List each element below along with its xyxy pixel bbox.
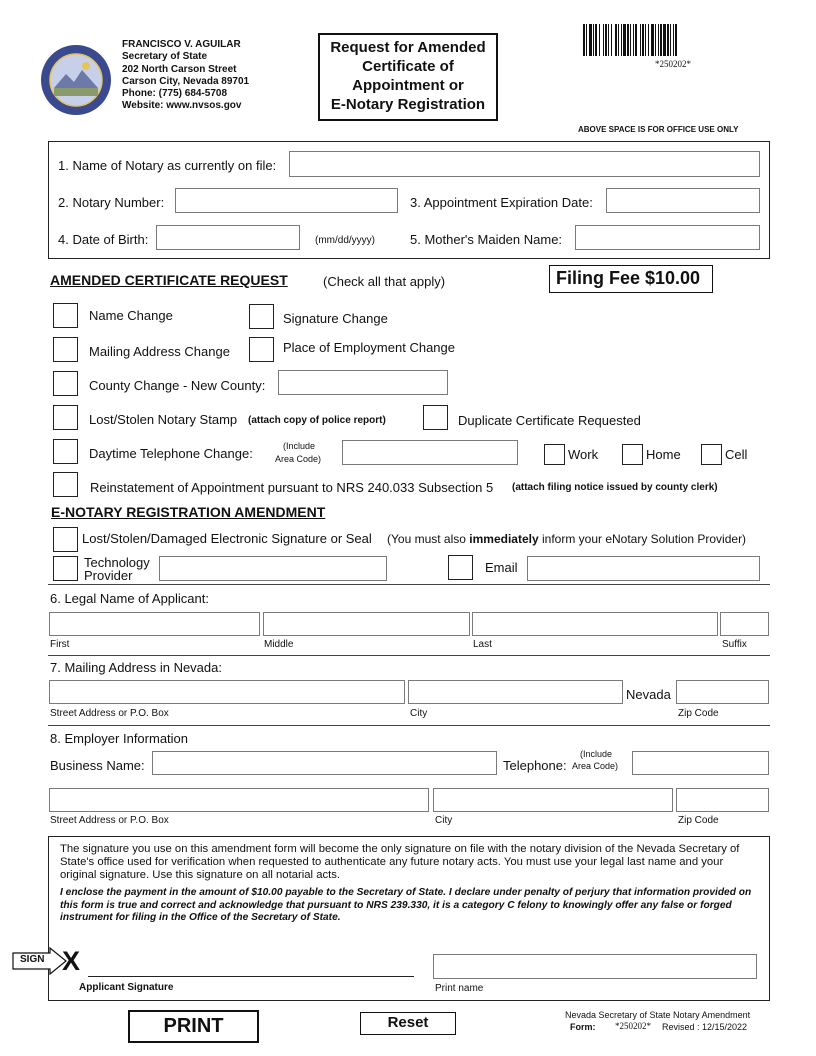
q3-label: 3. Appointment Expiration Date: [410,195,593,210]
sos-address-line2: Carson City, Nevada 89701 [122,76,250,87]
mailing-zip-field[interactable] [676,680,769,704]
middle-caption: Middle [264,639,294,650]
work-label: Work [568,447,599,462]
employer-street-field[interactable] [49,788,429,812]
q7-label: 7. Mailing Address in Nevada: [50,660,222,675]
reinstatement-label: Reinstatement of Appointment pursuant to NRS 240.033 Subsection 5 [90,480,494,495]
barcode-bar [663,24,666,56]
emp-city-caption: City [435,815,453,826]
footer-form-code: *250202* [615,1021,651,1031]
barcode-bar [630,24,631,56]
cell-checkbox[interactable] [701,444,722,465]
barcode [583,24,779,56]
divider-2 [48,655,770,656]
signature-change-label: Signature Change [283,311,388,326]
barcode-bar [640,24,641,56]
county-change-checkbox[interactable] [53,371,78,396]
reinstatement-note: (attach filing notice issued by county clerk) [512,482,718,493]
barcode-bar [603,24,604,56]
signature-x-mark: X [62,946,81,976]
new-county-field[interactable] [278,370,448,395]
filing-fee: Filing Fee $10.00 [556,268,701,288]
mothers-maiden-name-field[interactable] [575,225,760,250]
footer-agency: Nevada Secretary of State Notary Amendment [565,1010,751,1020]
form-title-line2: Certificate of [362,58,454,75]
q8-label: 8. Employer Information [50,731,189,746]
footer-revised: Revised : 12/15/2022 [662,1022,748,1032]
technology-label: Technology [84,555,150,570]
form-title-line1: Request for Amended [330,39,486,56]
barcode-bar [605,24,607,56]
sos-title: Secretary of State [122,51,208,62]
barcode-bar [660,24,662,56]
telephone-label: Telephone: [503,758,567,773]
business-name-label: Business Name: [50,758,145,773]
barcode-bar [635,24,637,56]
employer-city-field[interactable] [433,788,673,812]
barcode-bar [673,24,674,56]
barcode-bar [621,24,622,56]
phone-change-label: Daytime Telephone Change: [89,446,253,461]
q5-label: 5. Mother's Maiden Name: [410,232,563,247]
provider-label: Provider [84,568,133,583]
sos-address-line1: 202 North Carson Street [122,64,237,75]
inform-provider-note: (You must also immediately inform your eNotary Solution Provider) [387,532,747,546]
lost-stamp-checkbox[interactable] [53,405,78,430]
sos-phone: Phone: (775) 684-5708 [122,88,228,99]
barcode-bar [599,24,600,56]
first-name-field[interactable] [49,612,260,636]
barcode-number: *250202* [655,59,691,69]
barcode-bar [583,24,585,56]
lost-stamp-note: (attach copy of police report) [248,415,386,426]
notary-name-field[interactable] [289,151,760,177]
form-title-box [318,33,498,121]
barcode-bar [667,24,669,56]
barcode-bar [658,24,659,56]
home-checkbox[interactable] [622,444,643,465]
last-name-field[interactable] [472,612,718,636]
middle-name-field[interactable] [263,612,470,636]
first-caption: First [50,639,70,650]
divider-3 [48,725,770,726]
sign-tag: SIGN [20,954,45,965]
emp-include-note-2: Area Code) [572,761,619,771]
state-nevada: Nevada [626,687,671,702]
expiration-date-field[interactable] [606,188,760,213]
barcode-bar [642,24,644,56]
barcode-bar [615,24,617,56]
include-area-note-1: (Include [283,441,316,451]
name-change-checkbox[interactable] [53,303,78,328]
barcode-bar [586,24,587,56]
q1-label: 1. Name of Notary as currently on file: [58,158,277,173]
mailing-street-field[interactable] [49,680,405,704]
barcode-bar [595,24,597,56]
email-checkbox[interactable] [448,555,473,580]
q6-label: 6. Legal Name of Applicant: [50,591,209,606]
email-field[interactable] [527,556,760,581]
enotary-heading: E-NOTARY REGISTRATION AMENDMENT [51,504,326,520]
city-caption: City [410,708,428,719]
include-area-note-2: Area Code) [275,454,322,464]
print-button-label: PRINT [163,1015,224,1037]
form-title-line3: Appointment or [352,77,464,94]
employer-zip-field[interactable] [676,788,769,812]
barcode-bar [623,24,626,56]
reinstatement-checkbox[interactable] [53,472,78,497]
office-use-note: ABOVE SPACE IS FOR OFFICE USE ONLY [578,125,739,134]
emp-street-caption: Street Address or P.O. Box [50,815,169,826]
home-label: Home [646,447,681,462]
barcode-bar [670,24,671,56]
reset-button-label: Reset [387,1014,429,1031]
barcode-bar [608,24,609,56]
barcode-bar [648,24,649,56]
daytime-phone-field[interactable] [342,440,518,465]
perjury-declaration: I enclose the payment in the amount of $10.00 payable to the Secretary of State. I declare under penalty of perjury that information provided on this form is true and correct and acknowledge that pursuant to NRS 239.330, it is a category C felony to knowingly offer any false or forged instrument for filing in the Office of the Secretary of State. [60,887,752,923]
phone-change-checkbox[interactable] [53,439,78,464]
mailing-city-field[interactable] [408,680,623,704]
applicant-signature-line[interactable] [88,976,414,977]
mailing-change-checkbox[interactable] [53,337,78,362]
employment-change-label: Place of Employment Change [283,340,455,355]
street-caption: Street Address or P.O. Box [50,708,169,719]
date-of-birth-field[interactable] [156,225,300,250]
work-checkbox[interactable] [544,444,565,465]
barcode-bar [589,24,592,56]
signature-change-checkbox[interactable] [249,304,274,329]
print-name-caption: Print name [435,983,484,994]
emp-zip-caption: Zip Code [678,815,719,826]
barcode-bar [611,24,612,56]
business-name-field[interactable] [152,751,497,775]
barcode-bar [655,24,656,56]
lost-electronic-signature-checkbox[interactable] [53,527,78,552]
q4-label: 4. Date of Birth: [58,232,149,247]
check-all-note: (Check all that apply) [323,274,446,289]
barcode-bar [627,24,629,56]
barcode-bar [675,24,677,56]
duplicate-certificate-label: Duplicate Certificate Requested [458,413,641,428]
print-button[interactable] [128,1010,259,1043]
reset-button[interactable] [360,1012,456,1035]
dob-format-hint: (mm/dd/yyyy) [315,235,375,246]
technology-provider-checkbox[interactable] [53,556,78,581]
notary-number-field[interactable] [175,188,398,213]
zip-caption: Zip Code [678,708,719,719]
form-title-line4: E-Notary Registration [330,96,486,113]
q2-label: 2. Notary Number: [58,195,165,210]
divider-1 [48,584,770,585]
print-name-field[interactable] [433,954,757,979]
employer-telephone-field[interactable] [632,751,769,775]
duplicate-certificate-checkbox[interactable] [423,405,448,430]
applicant-signature-caption: Applicant Signature [79,982,174,993]
amended-heading: AMENDED CERTIFICATE REQUEST [50,272,288,288]
name-change-label: Name Change [89,308,173,323]
footer-form-label: Form: [570,1022,596,1032]
employment-change-checkbox[interactable] [249,337,274,362]
barcode-bar [593,24,594,56]
lost-electronic-signature-label: Lost/Stolen/Damaged Electronic Signature or Seal [82,531,372,546]
emp-include-note-1: (Include [580,749,613,759]
sos-website: Website: www.nvsos.gov [122,100,242,111]
last-caption: Last [473,639,492,650]
email-label: Email [485,560,518,575]
barcode-bar [651,24,654,56]
mailing-change-label: Mailing Address Change [89,344,230,359]
lost-stamp-label: Lost/Stolen Notary Stamp [89,412,238,427]
barcode-bar [618,24,619,56]
sos-name: FRANCISCO V. AGUILAR [122,39,241,50]
signature-notice: The signature you use on this amendment form will become the only signature on file with the notary division of the Nevada Secretary of State's office used for verification when requested to authenticate any future notary acts. You must use your legal last name and your original signature. Use this signature on all notarial acts. [60,843,740,881]
suffix-field[interactable] [720,612,769,636]
technology-provider-field[interactable] [159,556,387,581]
barcode-bar [645,24,646,56]
state-seal [40,44,112,116]
county-change-label: County Change - New County: [89,378,266,393]
suffix-caption: Suffix [722,639,747,650]
cell-label: Cell [725,447,748,462]
barcode-bar [633,24,634,56]
